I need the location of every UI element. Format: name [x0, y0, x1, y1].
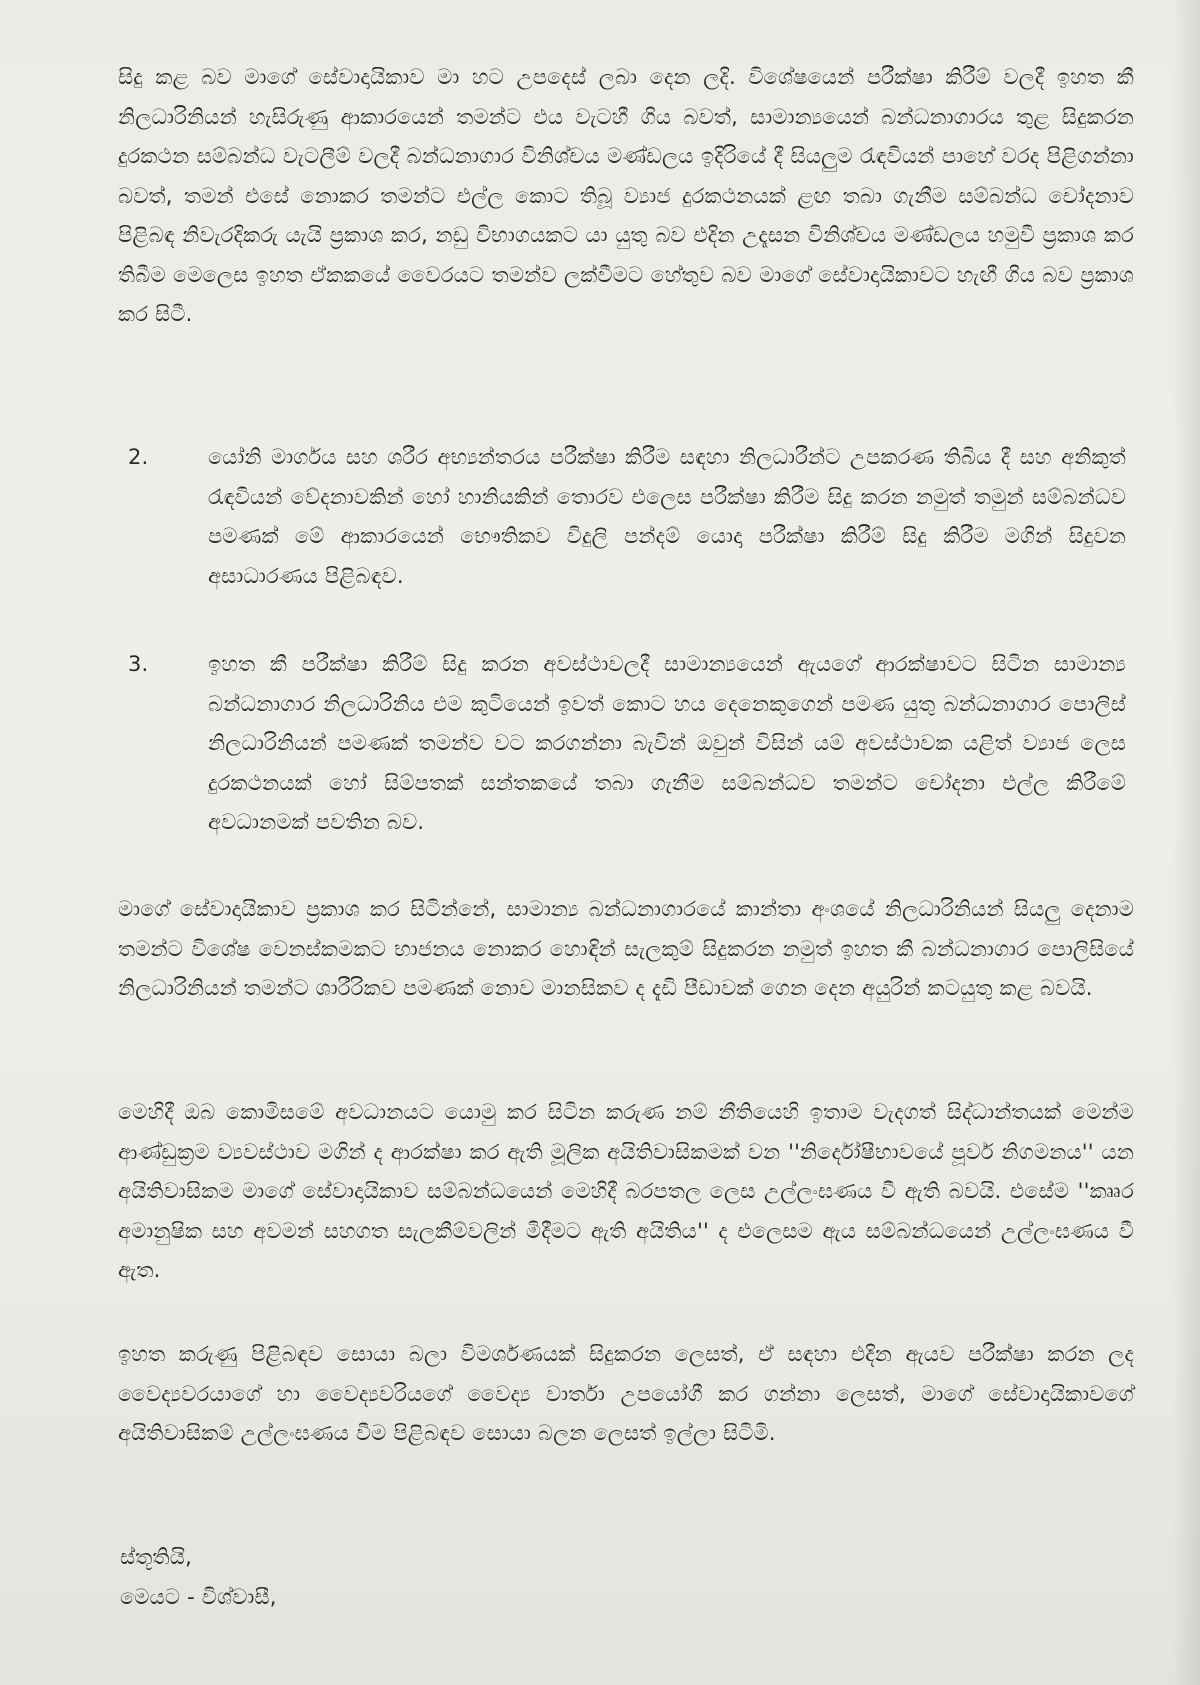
item-number-2: 2.: [128, 445, 149, 469]
page-edge-shadow: [1172, 0, 1200, 1685]
paragraph-request: ඉහත කරුණු පිළිබඳව සොයා බලා විමර්ශණයක් සිදුකරන ලෙසත්, ඒ සඳහා එදින ඇයව පරීක්ෂා කරන ලද වෛද්‍යවරයාගේ හා වෛද්‍යවරියගේ වෛද්‍ය වාර්තා උපයෝගී කර ගන්නා ලෙසත්, මාගේ සේවාදායිකාවගේ අයිතිවාසිකම් උල්ලංඝණය වීම පිළිබඳව සොයා බලන ලෙසත් ඉල්ලා සිටිමි.: [118, 1342, 1134, 1445]
closing-signoff: මෙයට - විශ්වාසී,: [120, 1585, 277, 1609]
item-text-3: ඉහත කී පරීක්ෂා කිරීම් සිදු කරන අවස්ථාවලදී සාමාන්‍යයෙන් ඇයගේ ආරක්ෂාවට සිටින සාමාන්‍ය බන්ධනාගාර නිලධාරිනිය එම කුටියෙන් ඉවත් කොට හය දෙනෙකුගෙන් පමණ යුතු බන්ධනාගාර පොලිස් නිලධාරිනියන් පමණක් තමන්ව වට කරගන්නා බැවින් ඔවුන් විසින් යම් අවස්ථාවක යළිත් ව්‍යාජ ලෙස දුරකථනයක් හෝ සිම්පතක් සන්තකයේ තබා ගැනීම සම්බන්ධව තමන්ට චෝදනා එල්ල කිරීමේ අවධානමක් පවතින බව.: [208, 652, 1126, 834]
paragraph-intro: සිදු කළ බව මාගේ සේවාදායිකාව මා හට උපදෙස් ලබා දෙන ලදි. විශේෂයෙන් පරීක්ෂා කිරීම් වලදී ඉහත කී නිලධාරිනියන් හැසිරුණු ආකාරයෙන් තමන්ට එය වැටහී ගිය බවත්, සාමාන්‍යයෙන් බන්ධනාගාරය තුළ සිදුකරන දුරකථන සම්බන්ධ වැටලීම් වලදී බන්ධනාගාර විනිශ්චය මණ්ඩලය ඉදිරියේ දී සියලුම රැඳවියන් පාහේ වරද පිළිගන්නා බවත්, තමන් එසේ නොකර තමන්ට එල්ල කොට තිබූ ව්‍යාජ දුරකථනයක් ළඟ තබා ගැනීම සම්බන්ධ චෝදනාව පිළිබඳ නිවැරදිකරු යැයි ප්‍රකාශ කර, නඩු විභාගයකට යා යුතු බව එදින උදෑසන විනිශ්චය මණ්ඩලය හමුවී ප්‍රකාශ කර තිබීම මෙලෙස ඉහත ඒකකයේ වෛරයට තමන්ව ලක්වීමට හේතුව බව මාගේ සේවාදායිකාවට හැඟී ගිය බව ප්‍රකාශ කර සිටී.: [118, 65, 1134, 326]
item-text-2: යෝනි මාර්ගය සහ ශරීර අභ්‍යන්තරය පරීක්ෂා කිරීම සඳහා නිලධාරීන්ට උපකරණ තිබිය දී සහ අනිකුත් රැඳවියන් වේදනාවකින් හෝ හානියකින් තොරව එලෙස පරීක්ෂා කිරීම සිදු කරන නමුත් තමුන් සම්බන්ධව පමණක් මේ ආකාරයෙන් භෞතිකව විදුලි පන්දම් යොදා පරීක්ෂා කිරීම් සිදු කිරීම මගින් සිදුවන අසාධාරණය පිළිබඳව.: [208, 445, 1126, 588]
closing-thanks: ස්තූතියි,: [120, 1545, 192, 1569]
paragraph-women-wing: මාගේ සේවාදායිකාව ප්‍රකාශ කර සිටින්නේ, සාමාන්‍ය බන්ධනාගාරයේ කාන්තා අංශයේ නිලධාරිනියන් සියලු දෙනාම තමන්ට විශේෂ වෙනස්කමකට භාජනය නොකර හොඳින් සැලකුම් සිදුකරන නමුත් ඉහත කී බන්ධනාගාර පොලිසියේ නිලධාරිනියන් තමන්ට ශාරීරිකව පමණක් නොව මානසිකව ද දැඩි පීඩාවක් ගෙන දෙන අයුරින් කටයුතු කළ බවයි.: [118, 897, 1134, 1000]
paragraph-rights-violation: මෙහිදී ඔබ කොමිසමේ අවධානයට යොමු කර සිටින කරුණ නම් නීතියෙහි ඉතාම වැදගත් සිද්ධාන්තයක් මෙන්ම ආණ්ඩුක්‍රම ව්‍යවස්ථාව මගින් ද ආරක්ෂා කර ඇති මූලික අයිතිවාසිකමක් වන ''නිර්දෝෂීභාවයේ පූර්ව නිගමනය'' යන අයිතිවාසිකම මාගේ සේවාදායිකාව සම්බන්ධයෙන් මෙහිදී බරපතල ලෙස උල්ලංඝණය වී ඇති බවයි. එසේම ''කෲර අමානුෂික සහ අවමන් සහගත සැලකීම්වලින් මිදීමට ඇති අයිතිය'' ද එලෙසම ඇය සම්බන්ධයෙන් උල්ලංඝණය වී ඇත.: [118, 1100, 1134, 1282]
item-number-3: 3.: [128, 652, 149, 676]
